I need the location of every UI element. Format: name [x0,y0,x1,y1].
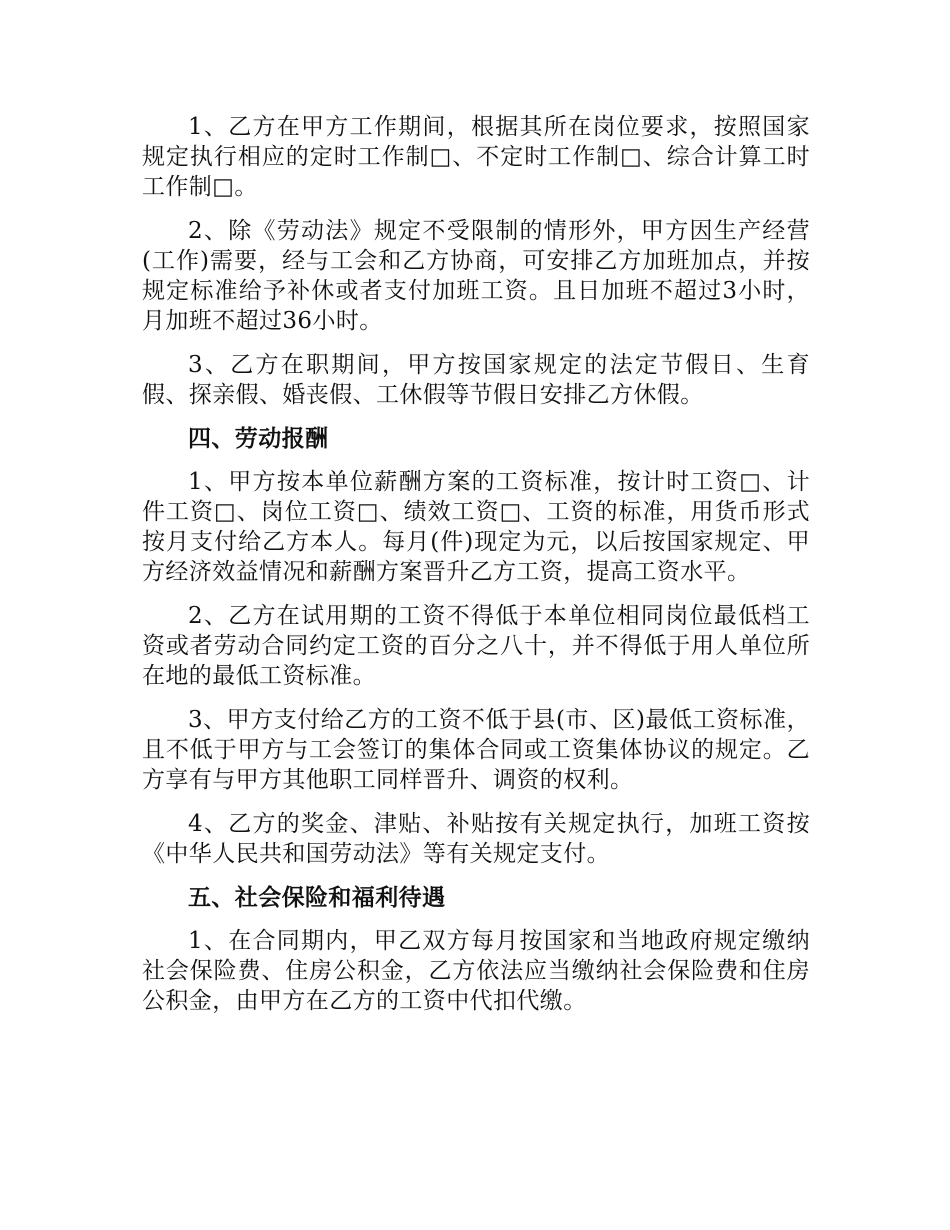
paragraph-minimum-wage: 3、甲方支付给乙方的工资不低于县(市、区)最低工资标准，且不低于甲方与工会签订的集体合同或工资集体协议的规定。乙方享有与甲方其他职工同样晋升、调资的权利。 [142,707,810,793]
paragraph-wage-standard: 1、甲方按本单位薪酬方案的工资标准，按计时工资□、计件工资□、岗位工资□、绩效工资□、工资的标准，用货币形式按月支付给乙方本人。每月(件)现定为元，以后按国家规定、甲方经济效益情况和薪酬方案晋升乙方工资，提高工资水平。 [142,469,810,585]
paragraph-probation-wage: 2、乙方在试用期的工资不得低于本单位相同岗位最低档工资或者劳动合同约定工资的百分之八十，并不得低于用人单位所在地的最低工资标准。 [142,603,810,689]
paragraph-work-hours-system: 1、乙方在甲方工作期间，根据其所在岗位要求，按照国家规定执行相应的定时工作制□、不定时工作制□、综合计算工时工作制□。 [142,114,810,200]
section-heading-social-insurance: 五、社会保险和福利待遇 [188,885,446,911]
section-heading-remuneration: 四、劳动报酬 [188,426,329,452]
paragraph-social-insurance: 1、在合同期内，甲乙双方每月按国家和当地政府规定缴纳社会保险费、住房公积金，乙方依法应当缴纳社会保险费和住房公积金，由甲方在乙方的工资中代扣代缴。 [142,928,810,1014]
paragraph-overtime: 2、除《劳动法》规定不受限制的情形外，甲方因生产经营(工作)需要，经与工会和乙方协商，可安排乙方加班加点，并按规定标准给予补休或者支付加班工资。且日加班不超过3小时，月加班不超过36小时。 [142,218,810,334]
paragraph-bonus-allowance: 4、乙方的奖金、津贴、补贴按有关规定执行，加班工资按《中华人民共和国劳动法》等有关规定支付。 [142,811,810,867]
paragraph-holidays: 3、乙方在职期间，甲方按国家规定的法定节假日、生育假、探亲假、婚丧假、工休假等节假日安排乙方休假。 [142,352,810,408]
